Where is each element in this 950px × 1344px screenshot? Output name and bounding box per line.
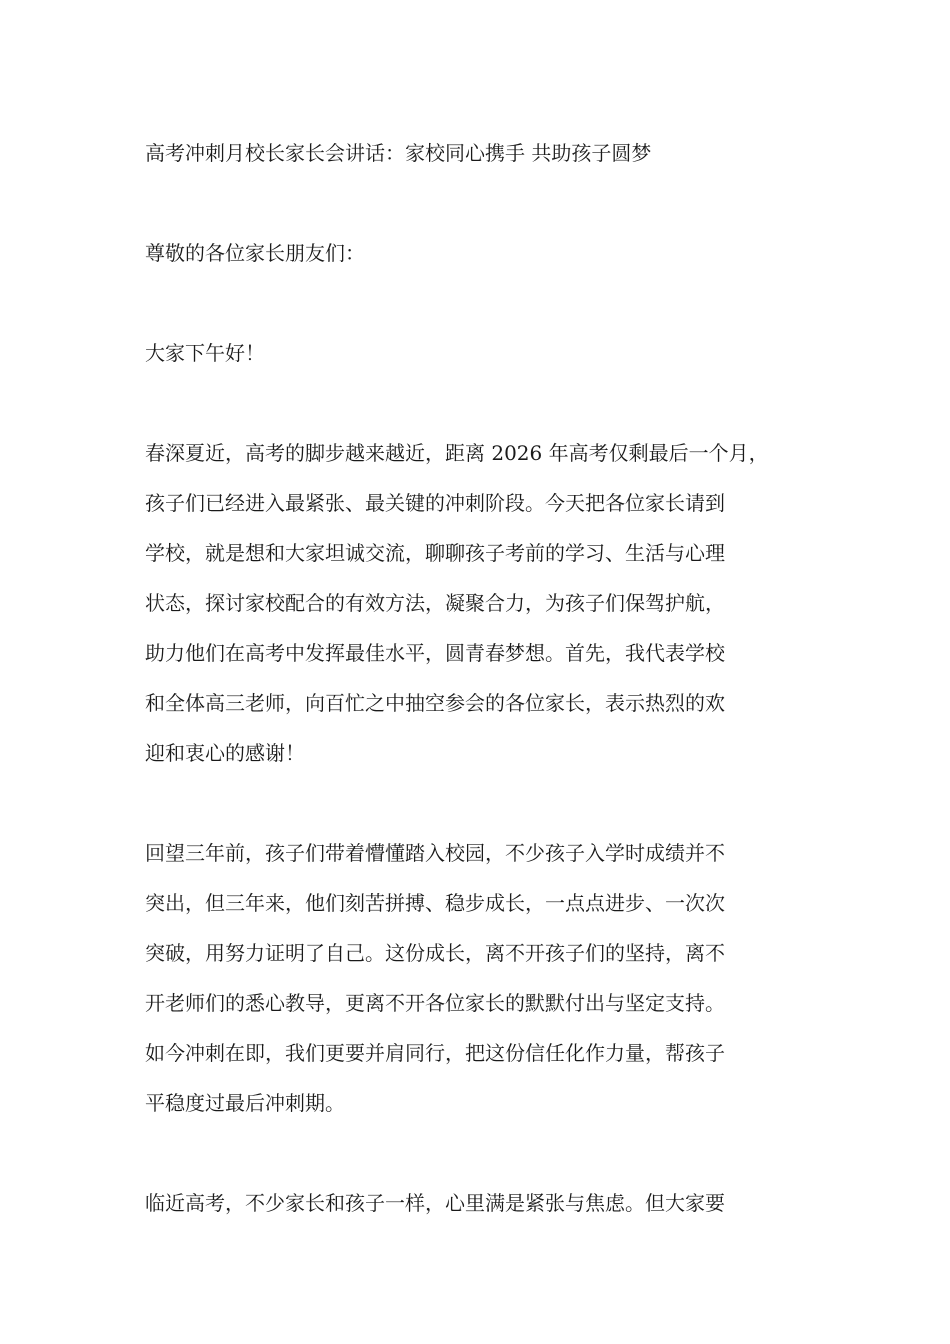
paragraph-line: 突破，用努力证明了自己。这份成长，离不开孩子们的坚持，离不 [145, 941, 725, 965]
blank-line [145, 178, 835, 228]
document-title: 高考冲刺月校长家长会讲话：家校同心携手 共助孩子圆梦 [145, 141, 652, 165]
paragraph-line: 状态，探讨家校配合的有效方法，凝聚合力，为孩子们保驾护航， [145, 591, 725, 615]
paragraph-1 [145, 428, 835, 778]
blank-line [145, 278, 835, 328]
paragraph-line: 回望三年前，孩子们带着懵懂踏入校园，不少孩子入学时成绩并不 [145, 841, 725, 865]
salutation: 尊敬的各位家长朋友们： [145, 241, 365, 265]
paragraph-line: 平稳度过最后冲刺期。 [145, 1091, 345, 1115]
paragraph-line: 助力他们在高考中发挥最佳水平，圆青春梦想。首先，我代表学校 [145, 641, 725, 665]
blank-line [145, 778, 835, 828]
paragraph-line: 孩子们已经进入最紧张、最关键的冲刺阶段。今天把各位家长请到 [145, 491, 725, 515]
paragraph-2 [145, 828, 835, 1128]
paragraph-line: 开老师们的悉心教导，更离不开各位家长的默默付出与坚定支持。 [145, 991, 725, 1015]
document-body [145, 128, 835, 1228]
paragraph-line: 迎和衷心的感谢！ [145, 741, 305, 765]
paragraph-line: 和全体高三老师，向百忙之中抽空参会的各位家长，表示热烈的欢 [145, 691, 725, 715]
paragraph-line: 临近高考，不少家长和孩子一样，心里满是紧张与焦虑。但大家要 [145, 1191, 725, 1215]
blank-line [145, 1128, 835, 1178]
paragraph-line: 春深夏近，高考的脚步越来越近，距离 2026 年高考仅剩最后一个月， [145, 441, 769, 465]
greeting: 大家下午好！ [145, 341, 265, 365]
blank-line [145, 378, 835, 428]
paragraph-line: 突出，但三年来，他们刻苦拼搏、稳步成长，一点点进步、一次次 [145, 891, 725, 915]
paragraph-line: 如今冲刺在即，我们更要并肩同行，把这份信任化作力量，帮孩子 [145, 1041, 725, 1065]
paragraph-line: 学校，就是想和大家坦诚交流，聊聊孩子考前的学习、生活与心理 [145, 541, 725, 565]
paragraph-3 [145, 1178, 835, 1228]
